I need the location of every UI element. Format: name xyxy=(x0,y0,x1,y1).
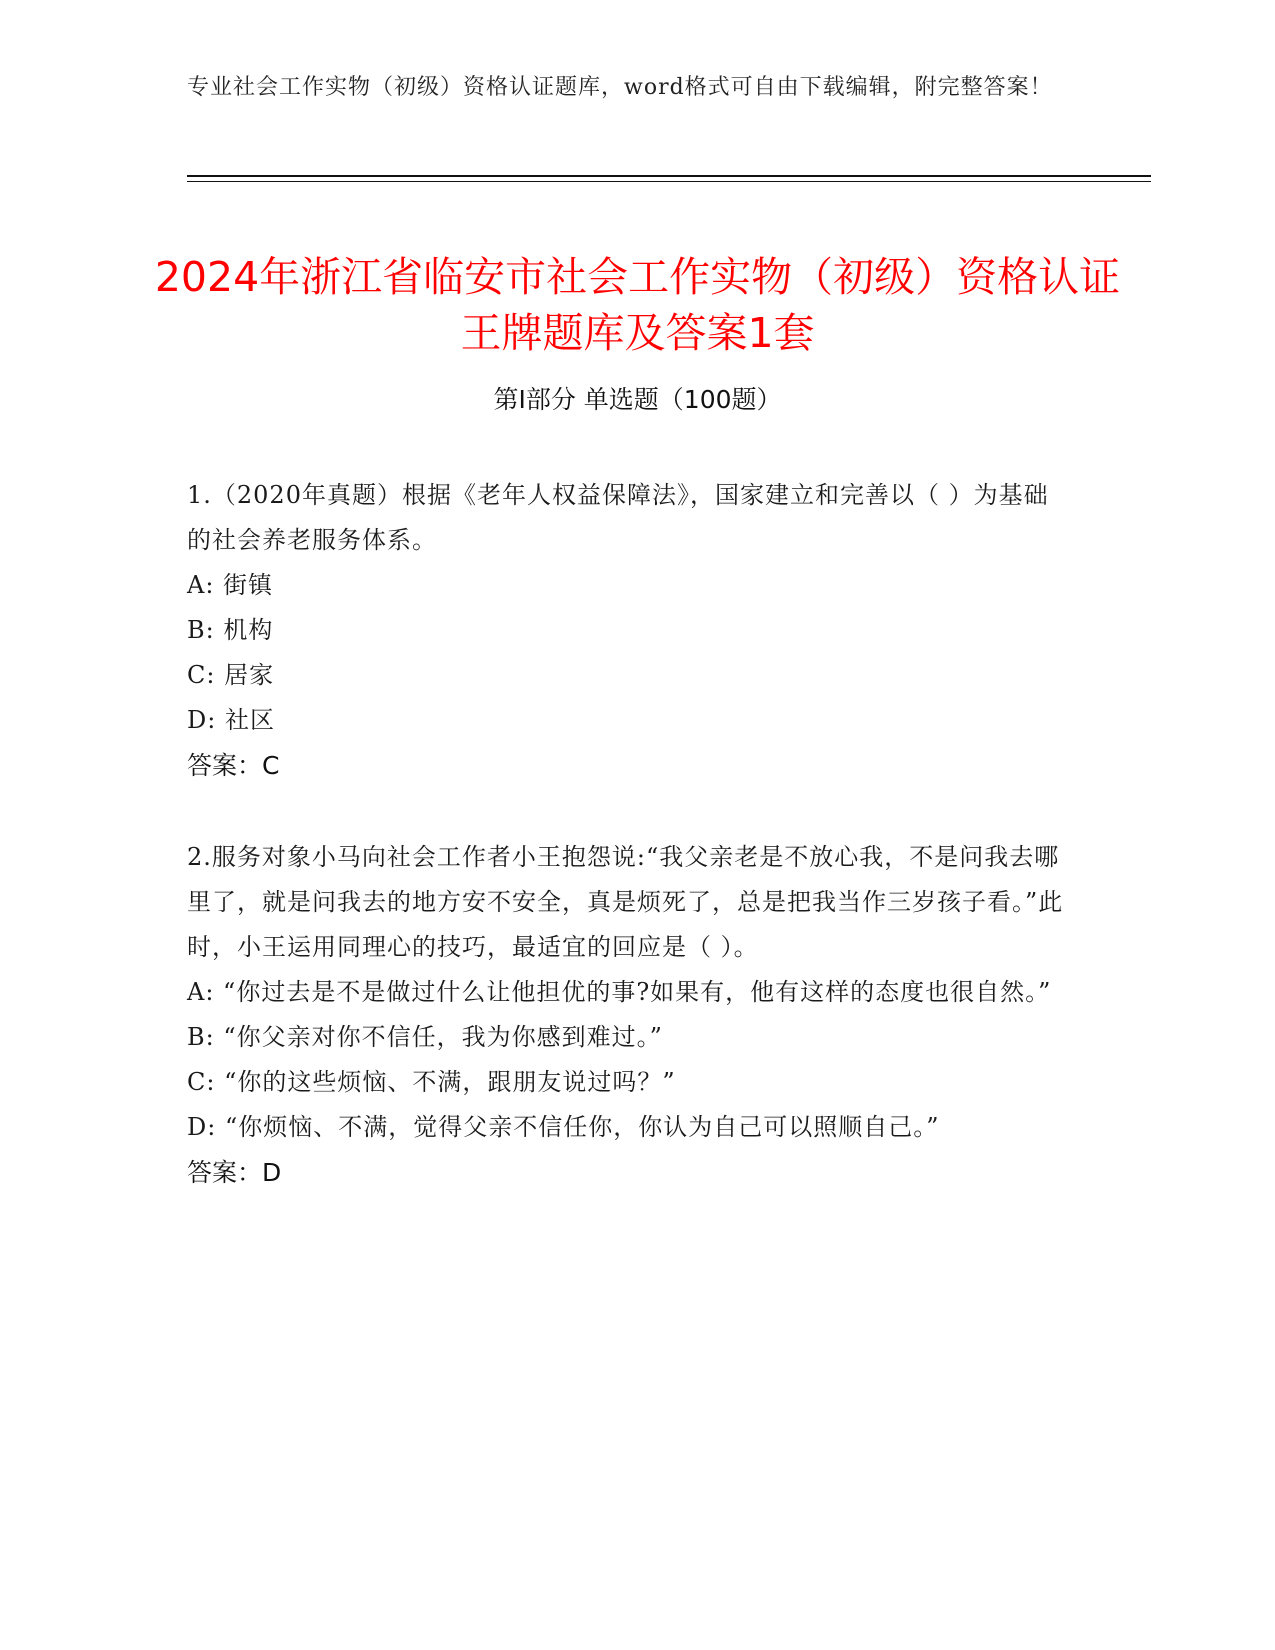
answer: 答案：D xyxy=(187,1158,282,1187)
question-list xyxy=(187,473,1067,1242)
answer: 答案：C xyxy=(187,751,280,780)
document-title: 2024年浙江省临安市社会工作实物（初级）资格认证王牌题库及答案1套 xyxy=(154,253,1121,358)
question-stem: 1.（2020年真题）根据《老年人权益保障法》，国家建立和完善以（ ）为基础的社会养老服务体系。 xyxy=(187,481,1049,554)
question-2 xyxy=(187,835,1067,1196)
question-1 xyxy=(187,473,1067,789)
option-c: C: “你的这些烦恼、不满，跟朋友说过吗？” xyxy=(187,1068,676,1096)
option-a: A: “你过去是不是做过什么让他担优的事?如果有，他有这样的态度也很自然。” xyxy=(187,978,1052,1006)
option-c: C: 居家 xyxy=(187,661,275,689)
section-heading: 第I部分 单选题（100题） xyxy=(493,385,782,414)
option-b: B: “你父亲对你不信任，我为你感到难过。” xyxy=(187,1023,663,1051)
option-b: B: 机构 xyxy=(187,616,274,644)
header-divider-thick xyxy=(187,175,1151,177)
option-d: D: 社区 xyxy=(187,706,275,734)
option-a: A: 街镇 xyxy=(187,571,274,599)
header-divider-thin xyxy=(187,181,1151,182)
option-d: D: “你烦恼、不满，觉得父亲不信任你，你认为自己可以照顺自己。” xyxy=(187,1113,940,1141)
question-stem: 2.服务对象小马向社会工作者小王抱怨说:“我父亲老是不放心我，不是问我去哪里了，就是问我去的地方安不安全，真是烦死了，总是把我当作三岁孩子看。”此时，小王运用同理心的技巧，最适宜的回应是（ ）。 xyxy=(187,843,1064,961)
header-note: 专业社会工作实物（初级）资格认证题库，word格式可自由下载编辑，附完整答案！ xyxy=(187,75,1053,100)
